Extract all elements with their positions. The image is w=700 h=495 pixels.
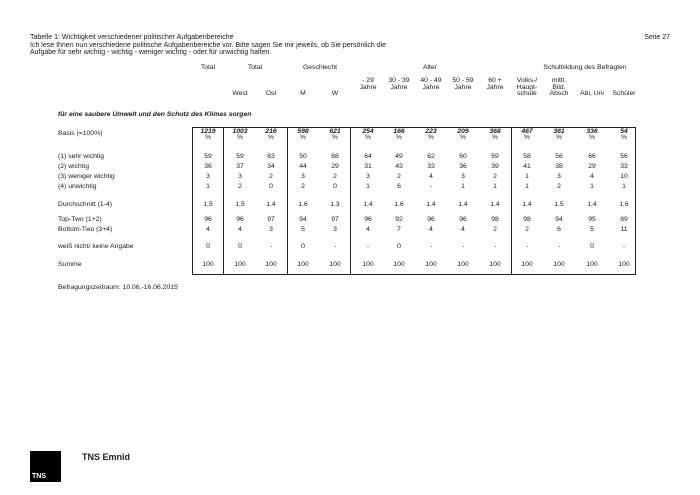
table-cell: 36 [204,163,212,170]
table-cell: 2 [301,183,305,190]
row-label: Summe [58,261,82,268]
base-percent-sign: % [588,134,596,141]
table-cell: 96 [459,216,467,223]
table-title: Tabelle 1: Wichtigkeit verschiedener politischer Aufgabenbereiche [30,34,234,41]
base-cell [448,129,478,141]
divider-total [223,127,224,275]
table-cell: 1.4 [363,201,373,208]
table-cell: - [622,243,626,250]
base-value: 1003 [232,128,248,135]
column-header-6-l1: 30 - 39 [388,77,410,84]
table-cell: - [269,243,273,250]
base-cell [288,129,318,141]
table-cell: 31 [364,163,372,170]
table-cell: 100 [586,261,598,268]
base-value: 1219 [200,128,216,135]
table-cell: 2 [493,173,497,180]
group-total-region: Total [247,64,263,71]
base-cell [480,129,510,141]
column-header-10-l2: Haupt- [516,83,538,91]
table-cell: 98 [491,216,499,223]
table-cell: 4 [590,173,594,180]
base-percent-sign: % [331,134,339,141]
base-cell [384,129,414,141]
row-label: (2) wichtig [58,163,89,170]
table-cell: 1.4 [587,201,597,208]
brand-name: TNS Emnid [82,452,131,462]
column-header-10-l1: Volks-/ [516,77,538,84]
table-cell: 96 [427,216,435,223]
table-cell: 37 [236,163,244,170]
table-cell: 34 [267,163,275,170]
table-header-text [30,34,590,57]
column-header-11-l2: Bild. [552,83,566,91]
table-cell: 1 [366,183,370,190]
table-cell: 100 [202,261,214,268]
row-label: Durchschnitt (1-4) [58,201,113,208]
row-label: (4) unwichtig [58,183,97,190]
table-cell: 2 [493,226,497,233]
table-cell: 4 [429,173,433,180]
table-cell: - [333,243,337,250]
base-value: 598 [297,128,309,135]
base-value: 223 [425,128,437,135]
base-percent-sign: % [236,134,244,141]
table-cell: 62 [427,153,435,160]
table-cell: 33 [620,163,628,170]
table-cell: 1.6 [619,201,629,208]
base-value: 254 [362,128,374,135]
table-cell: 3 [301,173,305,180]
group-alter: Alter [423,64,437,71]
divider-gender [350,127,351,275]
table-cell: 2 [525,226,529,233]
table-cell: 50 [299,153,307,160]
table-cell: 100 [362,261,374,268]
column-header-8-l1: 50 - 59 [452,77,474,84]
table-cell: 43 [395,163,403,170]
column-header-13-l2: Schüler [612,90,636,97]
table-cell: 92 [395,216,403,223]
base-cell [512,129,542,141]
table-cell: 100 [489,261,501,268]
base-percent-sign: % [620,134,628,141]
table-cell: 4 [238,226,242,233]
survey-period: Befragungszeitraum: 10.06.-16.06.2015 [58,284,178,291]
table-cell: 1.4 [458,201,468,208]
column-header-6-l2: Jahre [390,83,408,91]
table-cell: 1.4 [266,201,276,208]
base-percent-sign: % [523,134,531,141]
table-cell: 4 [461,226,465,233]
base-percent-sign: % [267,134,275,141]
table-cell: 29 [588,163,596,170]
table-cell: 5 [590,226,594,233]
base-cell [193,129,223,141]
table-cell: 0 [333,183,337,190]
base-percent-sign: % [204,134,212,141]
table-cell: 33 [427,163,435,170]
table-cell: 96 [364,216,372,223]
table-cell: 0 [206,243,210,250]
table-cell: 0 [269,183,273,190]
base-cell [225,129,255,141]
base-value: 166 [393,128,405,135]
tns-logo [30,451,61,482]
group-total: Total [200,64,216,71]
column-header-8-l2: Jahre [454,83,472,91]
table-cell: 0 [397,243,401,250]
table-cell: 1.4 [490,201,500,208]
table-cell: 1.4 [522,201,532,208]
base-cell [320,129,350,141]
table-cell: 3 [557,173,561,180]
table-cell: 3 [206,173,210,180]
base-value: 467 [521,128,533,135]
column-header-2-l2: Ost [265,90,277,97]
table-cell: 6 [557,226,561,233]
table-cell: 63 [267,153,275,160]
table-cell: 59 [204,153,212,160]
table-cell: - [429,183,433,190]
table-cell: 95 [588,216,596,223]
table-cell: 4 [206,226,210,233]
table-cell: 2 [333,173,337,180]
row-label: weiß nicht/ keine Angabe [58,243,134,250]
table-cell: 1.6 [394,201,404,208]
table-cell: - [493,243,497,250]
table-cell: 0 [238,243,242,250]
table-cell: 3 [366,173,370,180]
table-cell: - [461,243,465,250]
table-cell: 0 [590,243,594,250]
table-cell: 3 [269,226,273,233]
table-cell: 1 [525,173,529,180]
base-value: 361 [553,128,565,135]
logo-text: TNS [32,473,46,480]
table-cell: 3 [238,173,242,180]
table-cell: 100 [425,261,437,268]
column-header-1-l2: West [232,90,248,97]
table-cell: 100 [297,261,309,268]
table-cell: 39 [491,163,499,170]
base-value: 621 [329,128,341,135]
group-schulbildung: Schulbildung des Befragten [543,64,627,71]
table-cell: 49 [395,153,403,160]
table-cell: 2 [238,183,242,190]
table-cell: 100 [521,261,533,268]
column-header-4-l2: W [331,90,339,97]
table-cell: 94 [299,216,307,223]
table-cell: - [366,243,370,250]
row-label: Top-Two (1+2) [58,216,102,223]
table-cell: 1 [622,183,626,190]
table-cell: 1.5 [203,201,213,208]
base-percent-sign: % [459,134,467,141]
table-cell: 1.5 [554,201,564,208]
table-cell: 59 [491,153,499,160]
column-header-10-l3: schule [517,90,537,98]
base-value: 216 [265,128,277,135]
base-cell [416,129,446,141]
table-cell: 97 [331,216,339,223]
row-label: (1) sehr wichtig [58,153,105,160]
table-cell: 100 [234,261,246,268]
table-cell: 3 [461,173,465,180]
base-value: 54 [620,128,628,135]
table-cell: 1.5 [235,201,245,208]
column-header-11-l3: Absch [549,90,569,98]
table-cell: 94 [555,216,563,223]
table-cell: - [525,243,529,250]
table-cell: 89 [620,216,628,223]
table-cell: 96 [204,216,212,223]
table-cell: 44 [299,163,307,170]
table-cell: 1.3 [330,201,340,208]
table-cell: 3 [333,226,337,233]
table-cell: 38 [555,163,563,170]
table-cell: 100 [553,261,565,268]
section-title: für eine saubere Umwelt und den Schutz des Klimas sorgen [58,111,252,118]
base-cell [256,129,286,141]
column-header-5-l2: Jahre [359,83,377,91]
table-cell: 0 [301,243,305,250]
table-cell: 68 [331,153,339,160]
table-cell: 100 [265,261,277,268]
base-percent-sign: % [395,134,403,141]
table-cell: 1 [525,183,529,190]
table-cell: 7 [397,226,401,233]
base-percent-sign: % [491,134,499,141]
table-cell: 6 [397,183,401,190]
table-cell: 1 [493,183,497,190]
column-header-7-l1: 40 - 49 [420,77,442,84]
base-percent-sign: % [299,134,307,141]
column-header-3-l2: M [300,90,306,97]
table-cell: 98 [523,216,531,223]
table-cell: 2 [397,173,401,180]
table-cell: 4 [366,226,370,233]
table-cell: 96 [236,216,244,223]
table-cell: 100 [457,261,469,268]
row-label: Bottom-Two (3+4) [58,226,113,233]
table-cell: 41 [523,163,531,170]
table-cell: 2 [269,173,273,180]
table-cell: - [557,243,561,250]
table-cell: 1.4 [426,201,436,208]
table-cell: 56 [620,153,628,160]
base-cell [609,129,639,141]
base-value: 336 [586,128,598,135]
column-header-5-l1: - 29 [362,77,374,84]
column-header-9-l2: Jahre [486,83,504,91]
table-cell: 58 [523,153,531,160]
row-label: (3) weniger wichtig [58,173,115,180]
column-header-11-l1: mittl. [551,77,567,84]
column-header-7-l2: Jahre [422,83,440,91]
question-line-2: Aufgabe für sehr wichtig - wichtig - weniger wichtig - oder für unwichtig halten. [30,49,272,57]
table-cell: - [429,243,433,250]
base-percent-sign: % [427,134,435,141]
table-cell: 5 [301,226,305,233]
table-cell: 36 [459,163,467,170]
table-cell: 100 [618,261,630,268]
base-value: 368 [489,128,501,135]
table-cell: 29 [331,163,339,170]
table-cell: 2 [557,183,561,190]
table-cell: 97 [267,216,275,223]
group-geschlecht: Geschlecht [302,64,337,71]
base-value: 209 [457,128,469,135]
table-cell: 1 [590,183,594,190]
question-line-1: Ich lese Ihnen nun verschiedene politische Aufgabenbereiche vor. Bitte sagen Sie mir jeweils, ob Sie persönlich die [30,41,387,49]
table-cell: 100 [329,261,341,268]
table-cell: 60 [459,153,467,160]
base-percent-sign: % [555,134,563,141]
table-cell: 1 [461,183,465,190]
base-cell [577,129,607,141]
base-cell [353,129,383,141]
table-cell: 4 [429,226,433,233]
table-cell: 66 [588,153,596,160]
column-header-12-l2: Abi, Uni [580,90,604,97]
table-cell: 64 [364,153,372,160]
table-cell: 10 [620,173,628,180]
table-cell: 100 [393,261,405,268]
page-number: Seite 27 [644,34,670,41]
column-header-9-l1: 60 + [488,77,502,84]
table-cell: 59 [236,153,244,160]
table-cell: 56 [555,153,563,160]
table-cell: 1 [206,183,210,190]
base-label: Basis (=100%) [58,130,103,137]
table-cell: 1.6 [298,201,308,208]
base-cell [544,129,574,141]
table-cell: 11 [620,226,628,233]
base-percent-sign: % [364,134,372,141]
